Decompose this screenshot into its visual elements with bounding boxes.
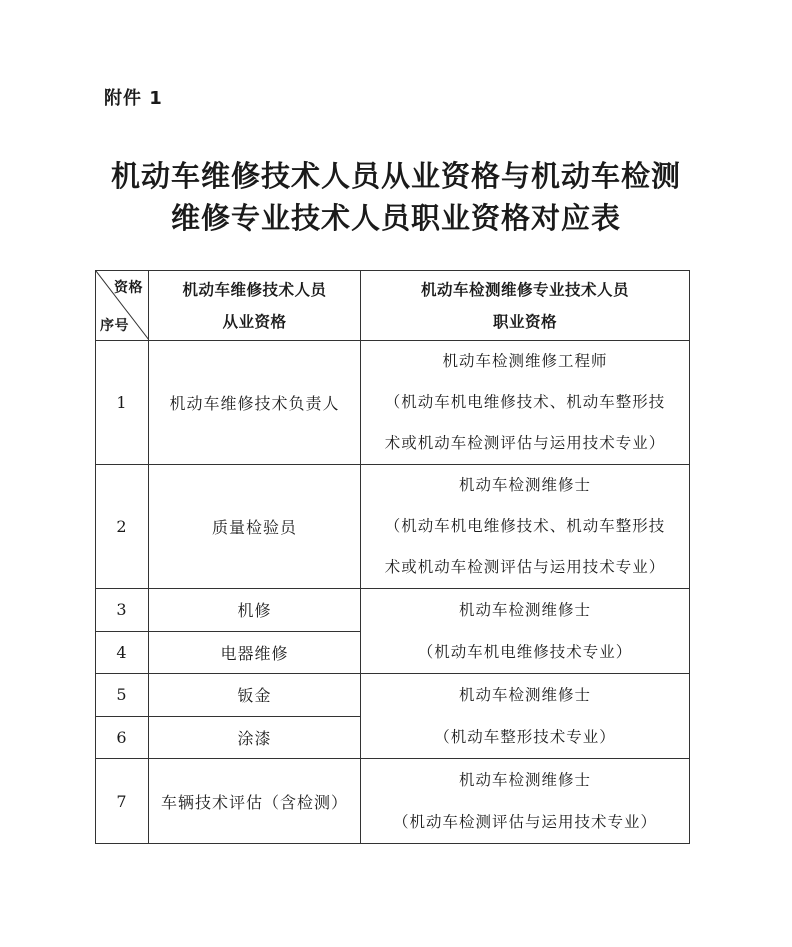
professional-header-line-2: 职业资格 [492,312,557,331]
qualification-title: 机动车检测维修士 [458,601,591,619]
table-header-row [96,271,690,341]
row-number: 1 [96,341,149,465]
qualification-detail: （机动车机电维修技术专业） [417,643,633,661]
professional-qualification-header [361,271,690,341]
table-row [96,674,690,717]
practice-header-line-1: 机动车维修技术人员 [182,280,327,299]
row-number: 7 [96,759,149,844]
practice-qualification: 涂漆 [149,716,361,759]
practice-qualification-header [149,271,361,341]
practice-qualification: 电器维修 [149,631,361,674]
practice-qualification: 钣金 [149,674,361,717]
practice-qualification: 质量检验员 [149,465,361,589]
row-number: 4 [96,631,149,674]
professional-qualification [361,341,690,465]
qualification-detail: （机动车机电维修技术、机动车整形技 [384,393,666,411]
professional-header-line-1: 机动车检测维修专业技术人员 [420,280,629,299]
professional-qualification [361,589,690,674]
qualification-detail: 术或机动车检测评估与运用技术专业） [384,558,666,576]
qualification-title: 机动车检测维修工程师 [442,352,608,370]
practice-header-line-2: 从业资格 [222,312,287,331]
row-number: 6 [96,716,149,759]
row-number: 2 [96,465,149,589]
qualification-detail: （机动车整形技术专业） [434,728,616,746]
table-row [96,759,690,844]
row-number: 5 [96,674,149,717]
table-row [96,589,690,632]
document-title-line-2: 维修专业技术人员职业资格对应表 [170,201,621,235]
corner-header-cell [96,271,149,341]
corner-header-bottom: 序号 [100,318,129,334]
practice-qualification: 车辆技术评估（含检测） [149,759,361,844]
qualification-detail: （机动车检测评估与运用技术专业） [392,813,657,831]
corner-header-top: 资格 [114,280,143,296]
qualification-title: 机动车检测维修士 [458,771,591,789]
practice-qualification: 机动车维修技术负责人 [149,341,361,465]
practice-qualification: 机修 [149,589,361,632]
professional-qualification [361,759,690,844]
qualification-title: 机动车检测维修士 [458,686,591,704]
qualification-detail: 术或机动车检测评估与运用技术专业） [384,434,666,452]
qualification-title: 机动车检测维修士 [458,476,591,494]
correspondence-table [95,270,690,844]
qualification-detail: （机动车机电维修技术、机动车整形技 [384,517,666,535]
professional-qualification [361,674,690,759]
table-row [96,341,690,465]
document-title-line-1: 机动车维修技术人员从业资格与机动车检测 [110,159,681,193]
attachment-label: 附件 1 [104,88,163,109]
professional-qualification [361,465,690,589]
row-number: 3 [96,589,149,632]
table-row [96,465,690,589]
